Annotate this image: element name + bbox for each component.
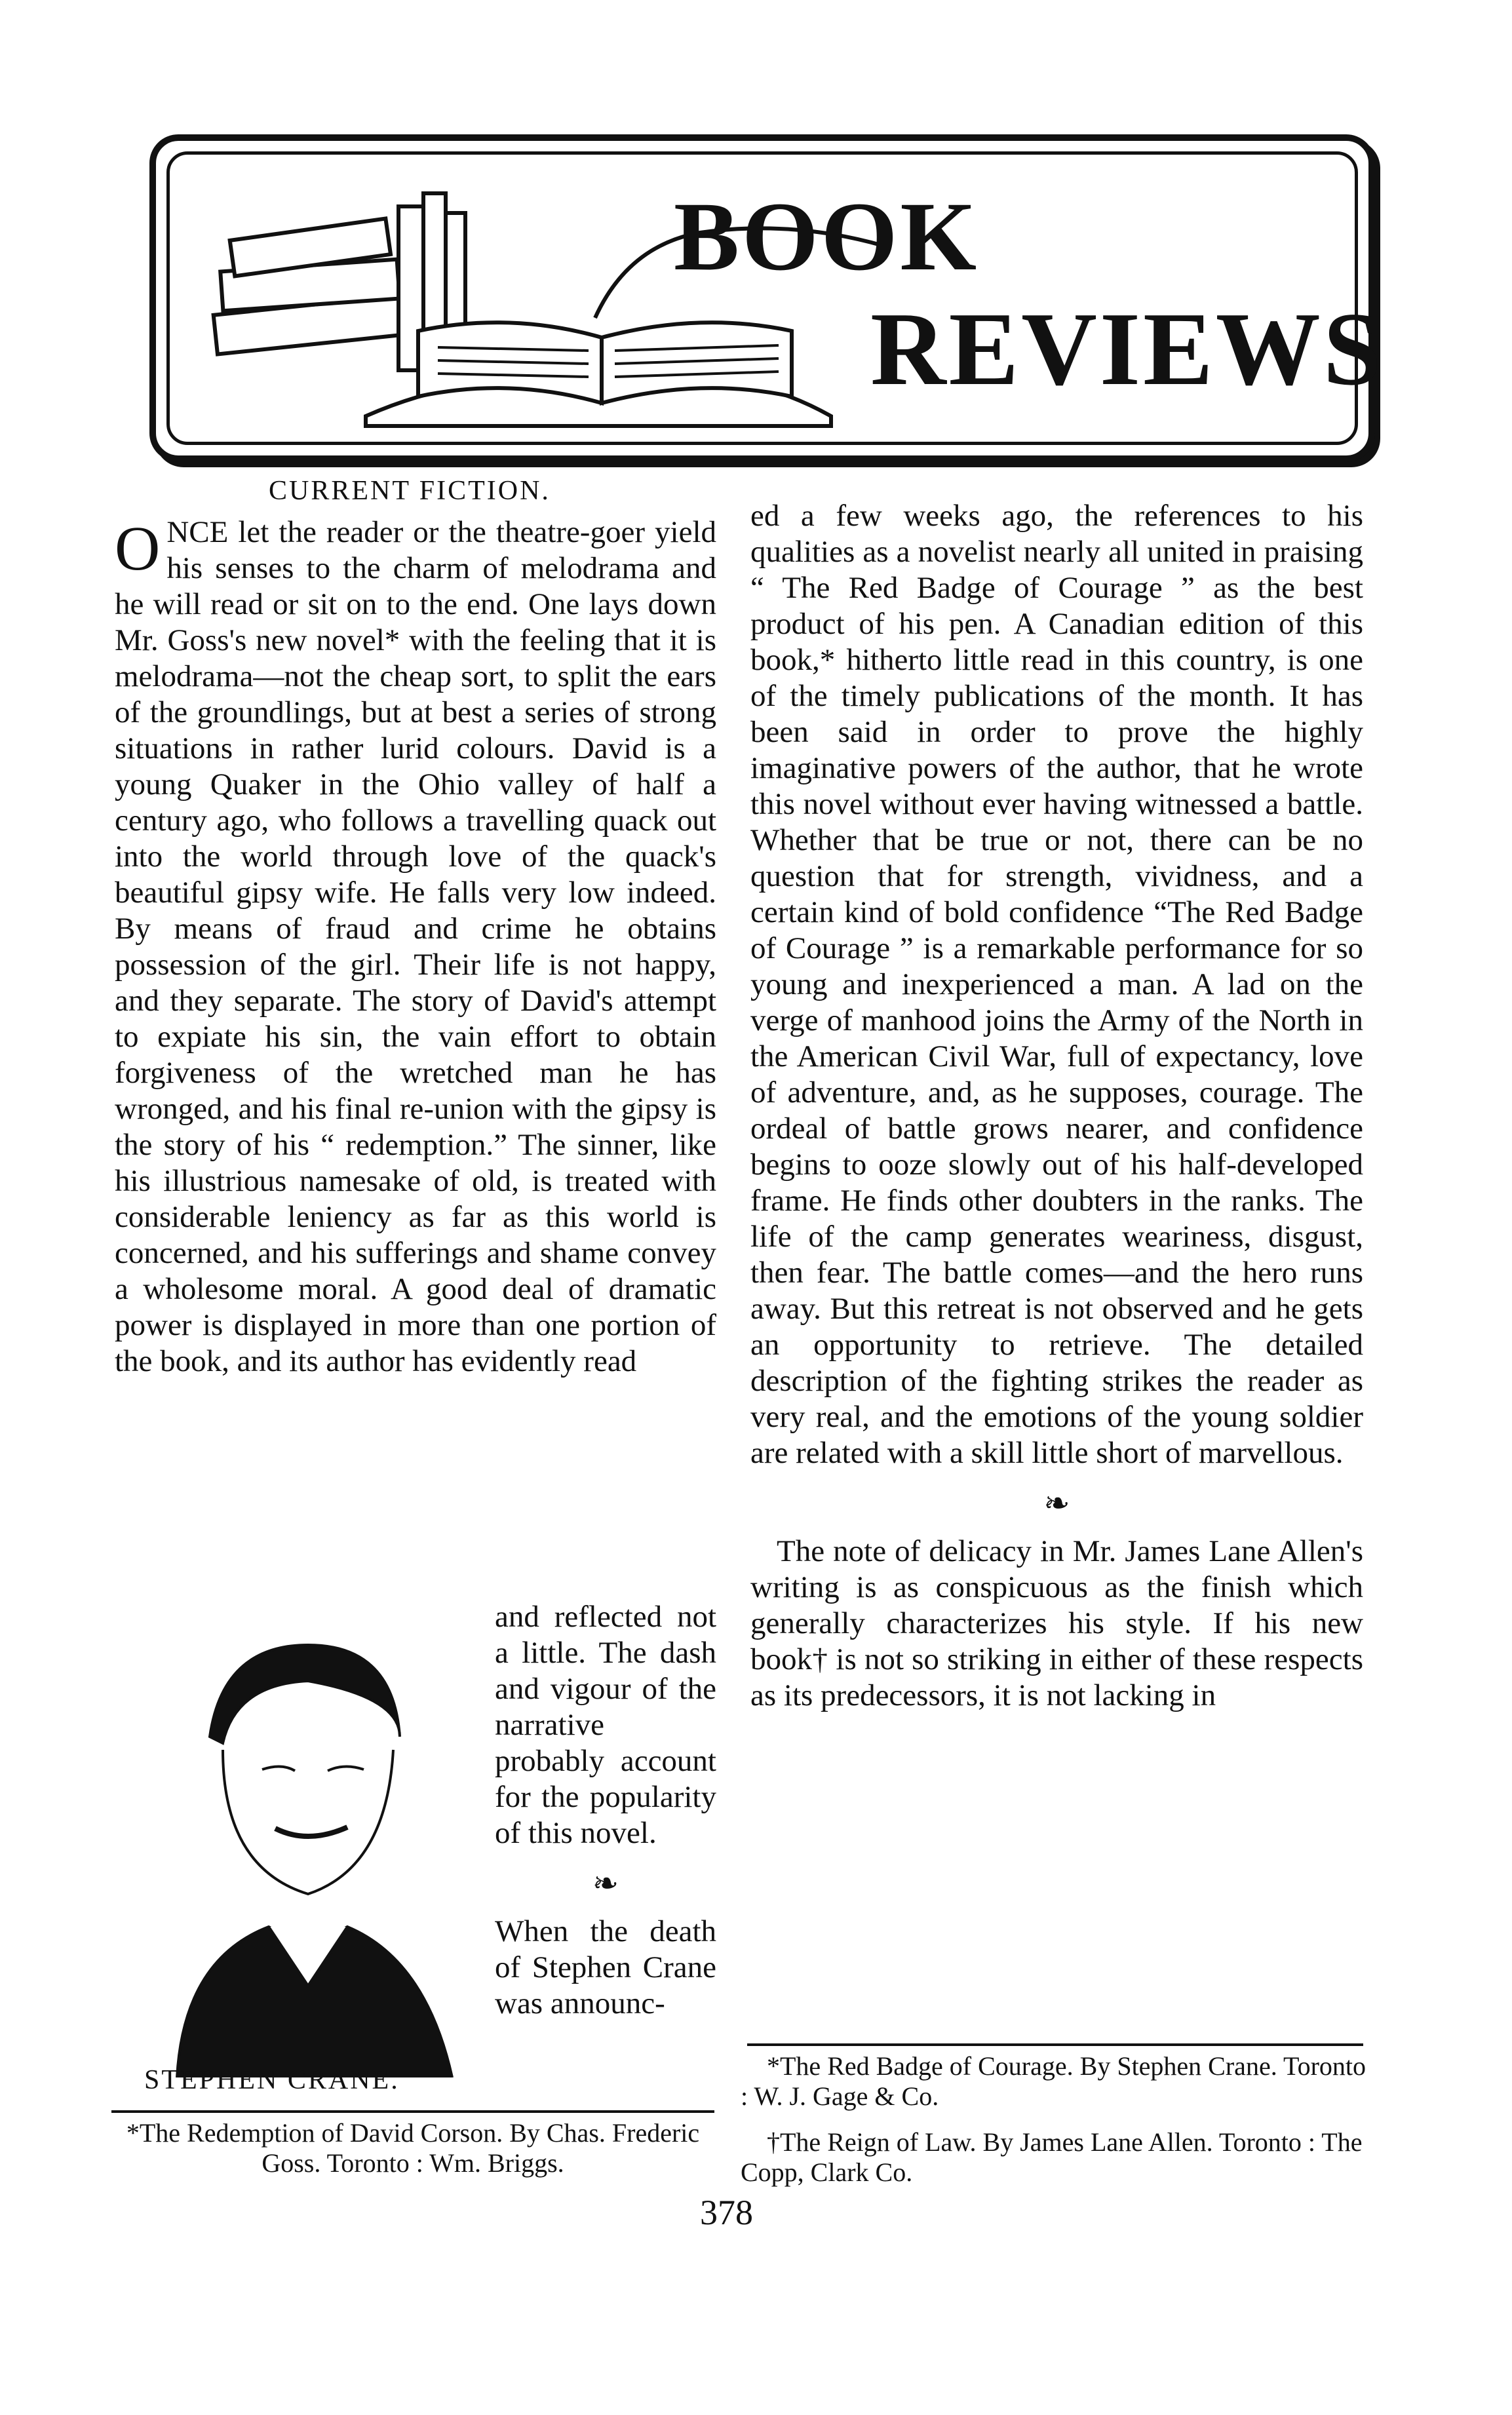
left-column [115,514,716,1380]
left-paragraph-2: and reflected not a little. The dash and vigour of the narrative probably account for the popularity of this novel. [495,1600,716,1850]
banner-word-book: BOOK [674,182,980,291]
left-paragraph-1 [115,514,716,1380]
left-paragraph-3: When the death of Stephen Crane was announc- [495,1914,716,2020]
footnote-rule-left [111,2110,714,2113]
stephen-crane-portrait [111,1619,478,2077]
footnote-right-1: *The Red Badge of Courage. By Stephen Crane. Toronto : W. J. Gage & Co. [741,2051,1367,2111]
section-heading: CURRENT FICTION. [269,476,551,506]
right-paragraph-2: The note of delicacy in Mr. James Lane Allen's writing is as conspicuous as the finish which generally characterizes his style. If his new book† is not so striking in either of these respects as its predecessors, it is not lacking in [750,1534,1363,1712]
ornament-left: ❧ [592,1866,619,1901]
footnote-left: *The Redemption of David Corson. By Chas. Frederic Goss. Toronto : Wm. Briggs. [126,2118,700,2178]
page-number: 378 [700,2193,753,2232]
dropcap: O [115,513,161,583]
ornament-right: ❧ [1043,1486,1070,1521]
left-narrow-column [495,1599,716,2022]
header-banner [149,134,1384,462]
banner-word-reviews: REVIEWS [870,290,1384,407]
left-paragraph-1-text: NCE let the reader or the theatre-goer yield his senses to the charm of melodrama and he will read or sit on to the end. One lays down Mr. Goss's new novel* with the feeling that it is melodrama—not the cheap sort, to split the ears of the groundlings, but at best a series of strong situations in rather lurid colours. David is a young Quaker in the Ohio valley of half a century ago, who follows a travelling quack out into the world through love of the quack's beautiful gipsy wife. He falls very low indeed. By means of fraud and crime he obtains possession of the girl. Their life is not happy, and they separate. The story of David's attempt to expiate his sin, the vain effort to obtain forgiveness of the wretched man he has wronged, and his final re-union with the gipsy is the story of his “ redemption.” The sinner, like his illustrious namesake of old, is treated with considerable leniency as far as this world is concerned, and his sufferings and shame convey a wholesome moral. A good deal of dramatic power is displayed in more than one portion of the book, and its author has evidently read [115,515,716,1378]
right-column [750,498,1363,1714]
footnote-right-2: †The Reign of Law. By James Lane Allen. Toronto : The Copp, Clark Co. [741,2127,1363,2187]
portrait-caption: STEPHEN CRANE. [144,2065,400,2095]
right-paragraph-1: ed a few weeks ago, the references to his qualities as a novelist nearly all united in praising “ The Red Badge of Courage ” as the best product of his pen. A Canadian edition of this book,* hitherto little read in this country, is one of the timely publications of the month. It has been said in order to prove the highly imaginative powers of the author, that he wrote this novel without ever having witnessed a battle. Whether that be true or not, there can be no question that for strength, vividness, and a certain kind of bold confidence “The Red Badge of Courage ” is a remarkable performance for so young and inexperienced a man. A lad on the verge of manhood joins the Army of the North in the American Civil War, full of expectancy, love of adventure, and, as he supposes, courage. The ordeal of battle grows nearer, and confidence begins to ooze slowly out of his half-developed frame. He finds other doubters in the ranks. The life of the camp generates weariness, disgust, then fear. The battle comes—and the hero runs away. But this retreat is not observed and he gets an opportunity to retrieve. The detailed description of the fighting strikes the reader as very real, and the emotions of the young soldier are related with a skill little short of marvellous. [750,499,1363,1470]
footnote-rule-right [747,2043,1363,2046]
